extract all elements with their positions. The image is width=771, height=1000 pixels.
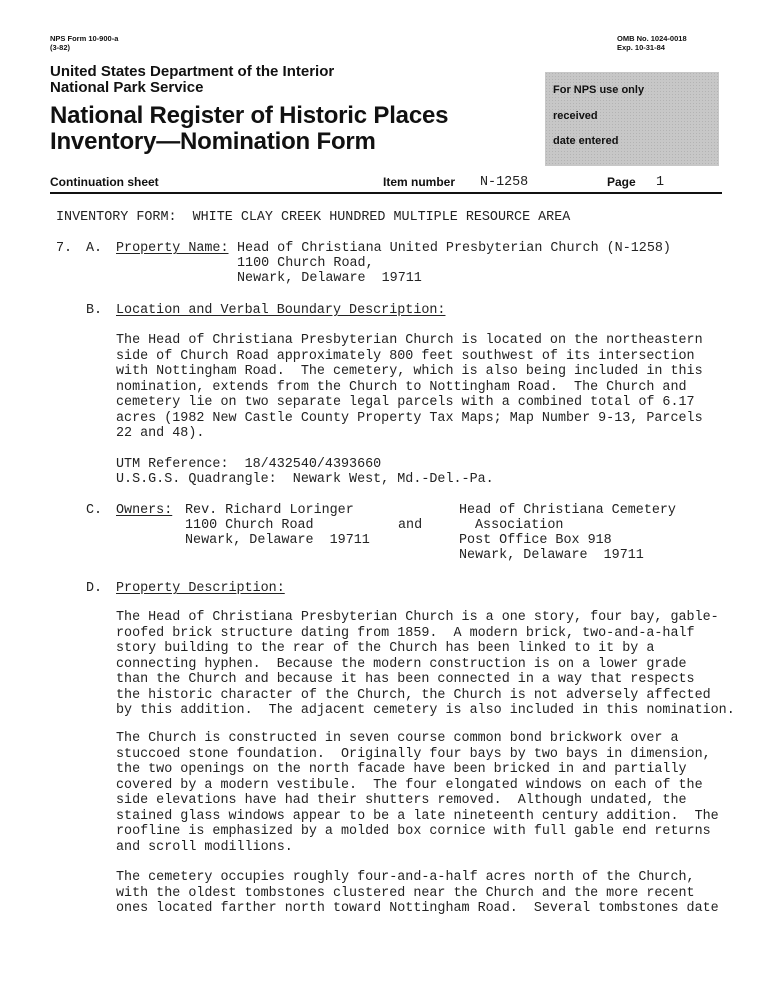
property-name-label: Property Name: — [116, 241, 229, 256]
paragraph-line: with Nottingham Road. The cemetery, which is also being included in this — [116, 364, 703, 379]
date-entered-label: date entered — [553, 135, 619, 147]
utm-reference: UTM Reference: 18/432540/4393660 — [116, 457, 382, 472]
description-paragraph-2 — [116, 731, 719, 855]
paragraph-line: connecting hyphen. Because the modern construction is on a lower grade — [116, 656, 687, 672]
section-a-letter: A. — [86, 241, 103, 256]
property-description-heading: Property Description: — [116, 581, 285, 596]
paragraph-line: side of Church Road approximately 800 feet southwest of its intersection — [116, 348, 695, 364]
received-label: received — [553, 110, 598, 122]
paragraph-line: roofed brick structure dating from 1859. A modern brick, two-and-a-half — [116, 625, 695, 641]
header-divider — [50, 192, 722, 194]
agency-name: National Park Service — [50, 79, 204, 96]
omb-number: OMB No. 1024-0018 — [617, 34, 687, 43]
paragraph-line: The Head of Christiana Presbyterian Church is located on the northeastern — [116, 333, 703, 348]
paragraph-line: stained glass windows appear to be a late nineteenth century addition. The — [116, 808, 719, 824]
paragraph-line: the two openings on the north facade have been bricked in and partially — [116, 762, 687, 777]
paragraph-line: cemetery lie on two separate legal parcels with a combined total of 6.17 — [116, 395, 695, 410]
paragraph-line: nomination, extends from the Church to Nottingham Road. The Church and — [116, 379, 687, 395]
paragraph-line: roofline is emphasized by a molded box cornice with full gable end returns — [116, 824, 711, 839]
item-number-label: Item number — [383, 175, 456, 189]
paragraph-line: ones located farther north toward Nottingham Road. Several tombstones date — [116, 901, 719, 916]
paragraph-line: story building to the rear of the Church has been linked to it by a — [116, 641, 655, 656]
nps-use-label: For NPS use only — [553, 84, 645, 96]
paragraph-line: side elevations have had their shutters removed. Although undated, the — [116, 793, 687, 808]
section-d-letter: D. — [86, 581, 103, 596]
paragraph-line: by this addition. The adjacent cemetery is also included in this nomination. — [116, 703, 735, 718]
item-number-value: N-1258 — [480, 175, 529, 190]
paragraph-line: and scroll modillions. — [116, 839, 293, 855]
section-c-letter: C. — [86, 503, 103, 518]
owners-label: Owners: — [116, 503, 173, 518]
form-number: NPS Form 10-900-a — [50, 34, 119, 43]
paragraph-line: The Church is constructed in seven course common bond brickwork over a — [116, 731, 679, 746]
owner2-line2: Association — [475, 518, 564, 533]
owner1-line3: Newark, Delaware 19711 — [185, 533, 370, 548]
owners-and: and — [398, 518, 423, 533]
paragraph-line: acres (1982 New Castle County Property Tax Maps; Map Number 9-13, Parcels — [116, 410, 703, 426]
paragraph-line: The cemetery occupies roughly four-and-a-half acres north of the Church, — [116, 870, 695, 885]
owner2-line1: Head of Christiana Cemetery — [459, 503, 676, 518]
paragraph-line: than the Church and because it has been connected in a way that respects — [116, 672, 695, 687]
department-name: United States Department of the Interior — [50, 63, 335, 80]
form-title-line1: National Register of Historic Places — [50, 102, 449, 129]
paragraph-line: 22 and 48). — [116, 426, 205, 441]
paragraph-line: The Head of Christiana Presbyterian Church is a one story, four bay, gable- — [116, 610, 719, 625]
paragraph-line: stuccoed stone foundation. Originally four bays by two bays in dimension, — [116, 746, 711, 762]
location-heading: Location and Verbal Boundary Description: — [116, 303, 446, 318]
continuation-sheet-label: Continuation sheet — [50, 175, 159, 189]
owner2-line3: Post Office Box 918 — [459, 533, 612, 548]
form-revision: (3-82) — [50, 43, 71, 52]
location-paragraph — [116, 333, 716, 442]
description-paragraph-1 — [116, 610, 735, 719]
page-label: Page — [607, 175, 636, 189]
expiration-date: Exp. 10-31-84 — [617, 43, 665, 52]
section-number: 7. — [56, 241, 73, 256]
description-paragraph-3 — [116, 870, 719, 917]
paragraph-line: the historic character of the Church, the Church is not adversely affected — [116, 687, 711, 703]
usgs-quadrangle: U.S.G.S. Quadrangle: Newark West, Md.-Del.-Pa. — [116, 472, 494, 487]
property-name-line2: 1100 Church Road, — [237, 256, 374, 271]
form-title-line2: Inventory—Nomination Form — [50, 128, 376, 155]
property-name-line1: Head of Christiana United Presbyterian Church (N-1258) — [237, 241, 671, 256]
paragraph-line: covered by a modern vestibule. The four elongated windows on each of the — [116, 777, 703, 793]
page-number-value: 1 — [656, 175, 665, 190]
nps-use-box — [545, 72, 719, 166]
paragraph-line: with the oldest tombstones clustered near the Church and the more recent — [116, 885, 695, 901]
owner1-line1: Rev. Richard Loringer — [185, 503, 354, 518]
property-name-line3: Newark, Delaware 19711 — [237, 271, 422, 286]
inventory-form-line: INVENTORY FORM: WHITE CLAY CREEK HUNDRED MULTIPLE RESOURCE AREA — [56, 210, 571, 225]
owner2-line4: Newark, Delaware 19711 — [459, 548, 644, 563]
section-b-letter: B. — [86, 303, 103, 318]
owner1-line2: 1100 Church Road — [185, 518, 314, 533]
